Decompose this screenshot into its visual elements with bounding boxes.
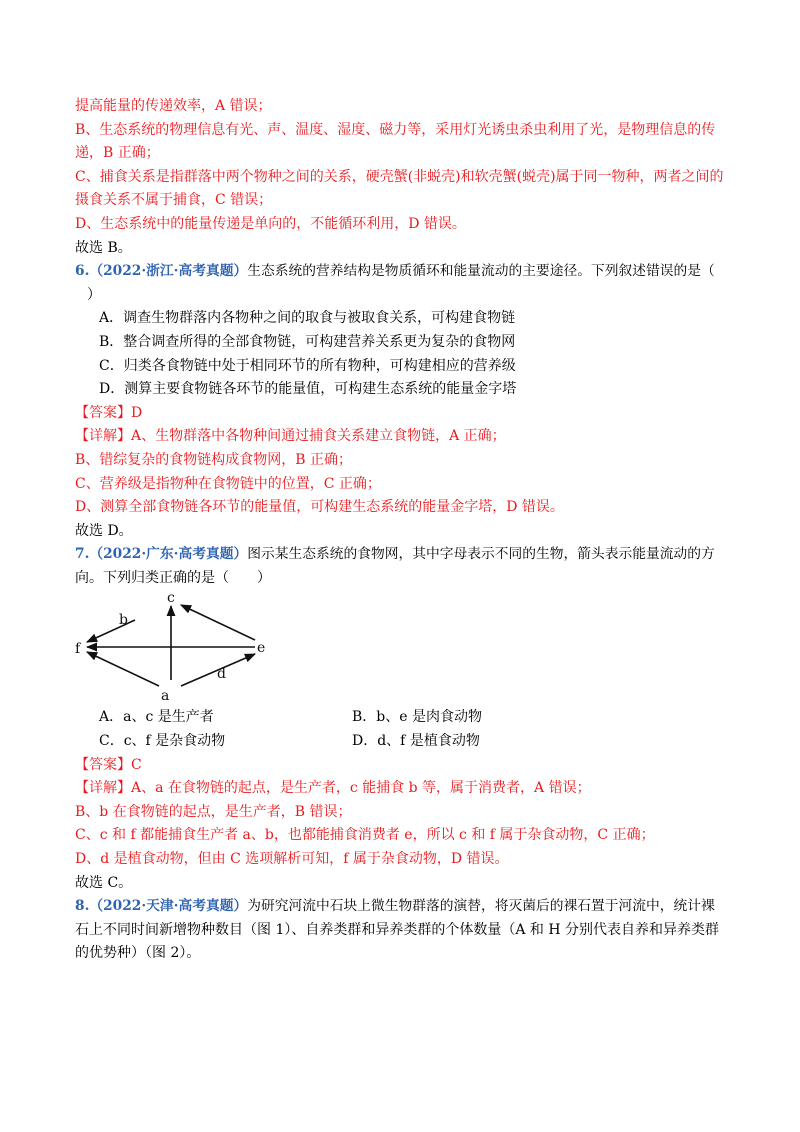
- food-web-diagram: [75, 594, 725, 704]
- q7-stem: [75, 543, 725, 567]
- q6-detail-line-1: [75, 425, 725, 449]
- q7-detail-line-2: B、b 在食物链的起点，是生产者，B 错误；: [75, 803, 352, 820]
- q5-detail-line-2: B、生态系统的物理信息有光、声、温度、湿度、磁力等，采用灯光诱虫杀虫利用了光，是物理信息的传: [75, 121, 716, 138]
- node-e: e: [257, 640, 266, 657]
- q6-option-d: D．测算主要食物链各环节的能量值，可构建生态系统的能量金字塔: [99, 381, 517, 398]
- q8-stem: [75, 895, 725, 919]
- q6-detail-text: A、生物群落中各物种间通过捕食关系建立食物链，A 正确；: [131, 428, 506, 445]
- q6-source: （2022·浙江·高考真题）: [89, 263, 248, 280]
- q7-stem-line-2: 向。下列归类正确的是（ ）: [75, 569, 271, 586]
- q6-number: 6.: [75, 263, 90, 280]
- q7-source: （2022·广东·高考真题）: [89, 546, 248, 563]
- q7-number: 7.: [75, 546, 90, 563]
- q6-detail-tag: 【详解】: [75, 428, 131, 445]
- node-a: a: [161, 688, 170, 705]
- q7-conclusion: 故选 C。: [75, 874, 133, 891]
- food-web-svg: [75, 594, 275, 704]
- q7-stem-text: 图示某生态系统的食物网，其中字母表示不同的生物，箭头表示能量流动的方: [247, 546, 715, 563]
- q7-detail-line-4: D、d 是植食动物，但由 C 选项解析可知，f 属于杂食动物，D 错误。: [75, 851, 509, 868]
- q7-answer: [75, 754, 725, 778]
- arrow-a-to-f: [87, 652, 159, 686]
- q7-option-b: B．b、e 是肉食动物: [352, 709, 482, 726]
- arrow-e-to-c: [181, 605, 255, 640]
- q5-conclusion: 故选 B。: [75, 239, 132, 256]
- q7-detail-tag: 【详解】: [75, 780, 131, 797]
- q6-answer-tag: 【答案】: [75, 404, 131, 421]
- q6-option-c: C．归类各食物链中处于相同环节的所有物种，可构建相应的营养级: [99, 357, 516, 374]
- q6-answer-value: D: [131, 404, 143, 421]
- q7-detail-line-3: C、c 和 f 都能捕食生产者 a、b，也都能捕食消费者 e，所以 c 和 f 属于杂食动物，C 正确；: [75, 827, 655, 844]
- q6-stem: [75, 260, 725, 284]
- q7-option-a: A．a、c 是生产者: [99, 709, 214, 726]
- q5-detail-line-1: 提高能量的传递效率，A 错误；: [75, 98, 272, 114]
- q7-options-row-1: [75, 706, 725, 730]
- q5-detail-line-6: D、生态系统中的能量传递是单向的，不能循环利用，D 错误。: [75, 215, 466, 232]
- node-b: b: [119, 612, 128, 629]
- q5-detail-line-4: C、捕食关系是指群落中两个物种之间的关系，硬壳蟹(非蜕壳)和软壳蟹(蜕壳)属于同一物种，两者之间的: [75, 168, 724, 185]
- q8-stem-line-3: 的优势种）（图 2）。: [75, 945, 201, 962]
- q7-option-c: C．c、f 是杂食动物: [99, 733, 226, 750]
- q6-stem-line-2: ）: [87, 286, 101, 303]
- q6-conclusion: 故选 D。: [75, 522, 133, 539]
- q6-detail-line-3: C、营养级是指物种在食物链中的位置，C 正确；: [75, 475, 381, 492]
- q7-option-d: D．d、f 是植食动物: [352, 733, 480, 750]
- node-d: d: [217, 666, 226, 683]
- q7-detail-text: A、a 在食物链的起点，是生产者，c 能捕食 b 等，属于消费者，A 错误；: [131, 780, 591, 797]
- q8-stem-line-2: 石上不同时间新增物种数目（图 1）、自养类群和异养类群的个体数量（A 和 H 分别代表自养和异养类群: [75, 921, 720, 938]
- q6-option-b: B．整合调查所得的全部食物链，可构建营养关系更为复杂的食物网: [99, 333, 516, 350]
- q7-detail-line-1: [75, 777, 725, 801]
- q6-detail-line-4: D、测算全部食物链各环节的能量值，可构建生态系统的能量金字塔，D 错误。: [75, 499, 564, 516]
- q6-option-a: A．调查生物群落内各物种之间的取食与被取食关系，可构建食物链: [99, 310, 516, 327]
- q6-answer: [75, 402, 725, 426]
- q8-stem-text: 为研究河流中石块上微生物群落的演替，将灭菌后的裸石置于河流中，统计裸: [247, 898, 715, 915]
- q7-options-row-2: [75, 730, 725, 754]
- q5-detail-line-5: 摄食关系不属于捕食，C 错误；: [75, 192, 273, 209]
- q8-number: 8.: [75, 898, 90, 915]
- q7-answer-value: C: [131, 756, 142, 773]
- document-page: [75, 95, 725, 966]
- q6-stem-text: 生态系统的营养结构是物质循环和能量流动的主要途径。下列叙述错误的是（: [247, 263, 715, 280]
- node-f: f: [75, 641, 81, 658]
- q5-detail-line-3: 递，B 正确；: [75, 145, 160, 162]
- q7-answer-tag: 【答案】: [75, 756, 131, 773]
- q8-source: （2022·天津·高考真题）: [89, 898, 248, 915]
- q6-detail-line-2: B、错综复杂的食物链构成食物网，B 正确；: [75, 451, 353, 468]
- node-c: c: [167, 594, 175, 607]
